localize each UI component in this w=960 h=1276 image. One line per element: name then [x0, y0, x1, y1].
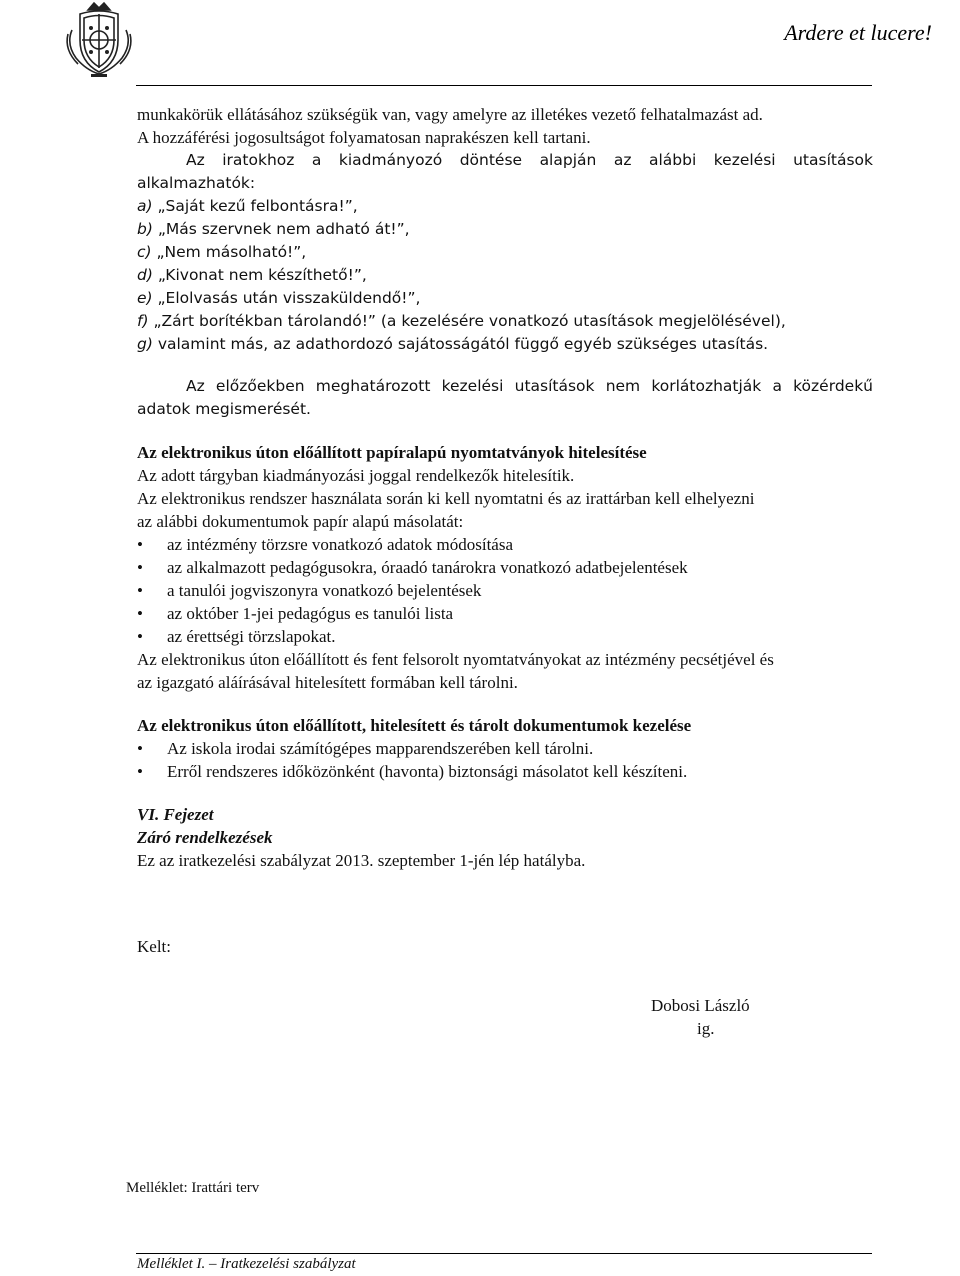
list-item-text: az intézmény törzsre vonatkozó adatok módosítása: [167, 535, 514, 554]
print-line-2: Az elektronikus rendszer használata során ki kell nyomtatni és az irattárban kell elhelyezni: [137, 489, 755, 508]
school-crest-icon: [58, 0, 140, 80]
header-divider: [136, 85, 872, 86]
list-item: [137, 627, 336, 647]
chapter-text: Ez az iratkezelési szabályzat 2013. szeptember 1-jén lép hatályba.: [137, 851, 586, 870]
list-item: [137, 558, 688, 578]
instruction-c: [137, 243, 306, 261]
list-item-text: Az iskola irodai számítógépes mapparendszerében kell tárolni.: [167, 739, 594, 758]
bullet-icon: •: [137, 535, 143, 554]
print-section-heading: Az elektronikus úton előállított papíralapú nyomtatványok hitelesítése: [137, 443, 647, 462]
instruction-text: „Kivonat nem készíthető!”,: [157, 266, 367, 284]
footer-divider: [136, 1253, 872, 1254]
instruction-letter: e): [137, 289, 153, 307]
instruction-letter: c): [137, 243, 152, 261]
school-crest-logo: [58, 0, 140, 80]
intro-line-1: munkakörük ellátásához szükségük van, vagy amelyre az illetékes vezető felhatalmazást ad.: [137, 105, 763, 124]
bullet-icon: •: [137, 627, 143, 646]
instruction-b: [137, 220, 410, 238]
instruction-letter: f): [137, 312, 149, 330]
instruction-text: „Nem másolható!”,: [156, 243, 307, 261]
instruction-d: [137, 266, 367, 284]
attachment-note: Melléklet: Irattári terv: [126, 1180, 260, 1196]
instruction-f: [137, 312, 786, 330]
bullet-icon: •: [137, 739, 143, 758]
instruction-g: [137, 335, 768, 353]
signatory-title: ig.: [697, 1019, 715, 1038]
limitation-line-2: adatok megismerését.: [137, 400, 311, 418]
instruction-letter: g): [137, 335, 153, 353]
intro-line-3: Az iratokhoz a kiadmányozó döntése alapján az alábbi kezelési utasítások: [186, 151, 873, 169]
instruction-letter: b): [137, 220, 153, 238]
chapter-title: Záró rendelkezések: [137, 828, 273, 847]
bullet-icon: •: [137, 604, 143, 623]
print-line-1: Az adott tárgyban kiadmányozási joggal rendelkezők hitelesítik.: [137, 466, 575, 485]
list-item-text: a tanulói jogviszonyra vonatkozó bejelentések: [167, 581, 482, 600]
instruction-letter: a): [137, 197, 153, 215]
storage-section-heading: Az elektronikus úton előállított, hitelesített és tárolt dokumentumok kezelése: [137, 716, 692, 735]
limitation-line-1: Az előzőekben meghatározott kezelési utasítások nem korlátozhatják a közérdekű: [186, 377, 873, 395]
header-motto: Ardere et lucere!: [784, 20, 932, 45]
print-closing-line-2: az igazgató aláírásával hitelesített formában kell tárolni.: [137, 673, 518, 692]
bullet-icon: •: [137, 581, 143, 600]
list-item: [137, 604, 453, 624]
list-item-text: az érettségi törzslapokat.: [167, 627, 336, 646]
instruction-text: „Elolvasás után visszaküldendő!”,: [157, 289, 421, 307]
instruction-text: „Más szervnek nem adható át!”,: [157, 220, 410, 238]
intro-line-4: alkalmazhatók:: [137, 174, 256, 192]
bullet-icon: •: [137, 762, 143, 781]
list-item: [137, 535, 513, 555]
list-item-text: az október 1-jei pedagógus es tanulói lista: [167, 604, 454, 623]
list-item: [137, 739, 593, 759]
intro-line-2: A hozzáférési jogosultságot folyamatosan naprakészen kell tartani.: [137, 128, 591, 147]
list-item: [137, 581, 481, 601]
bullet-icon: •: [137, 558, 143, 577]
list-item-text: Erről rendszeres időközönként (havonta) biztonsági másolatot kell készíteni.: [167, 762, 688, 781]
instruction-text: valamint más, az adathordozó sajátosságától függő egyéb szükséges utasítás.: [157, 335, 769, 353]
instruction-e: [137, 289, 420, 307]
instruction-text: „Zárt borítékban tárolandó!” (a kezelésére vonatkozó utasítások megjelölésével),: [153, 312, 786, 330]
page-footer: Melléklet I. – Iratkezelési szabályzat: [137, 1256, 356, 1272]
instruction-letter: d): [137, 266, 153, 284]
print-closing-line-1: Az elektronikus úton előállított és fent felsorolt nyomtatványokat az intézmény pecsétjével és: [137, 650, 774, 669]
list-item: [137, 762, 687, 782]
instruction-text: „Saját kezű felbontásra!”,: [157, 197, 358, 215]
list-item-text: az alkalmazott pedagógusokra, óraadó tanárokra vonatkozó adatbejelentések: [167, 558, 688, 577]
kelt-label: Kelt:: [137, 937, 171, 956]
instruction-a: [137, 197, 358, 215]
chapter-number: VI. Fejezet: [137, 805, 214, 824]
print-line-3: az alábbi dokumentumok papír alapú másolatát:: [137, 512, 464, 531]
signatory-name: Dobosi László: [651, 996, 750, 1015]
